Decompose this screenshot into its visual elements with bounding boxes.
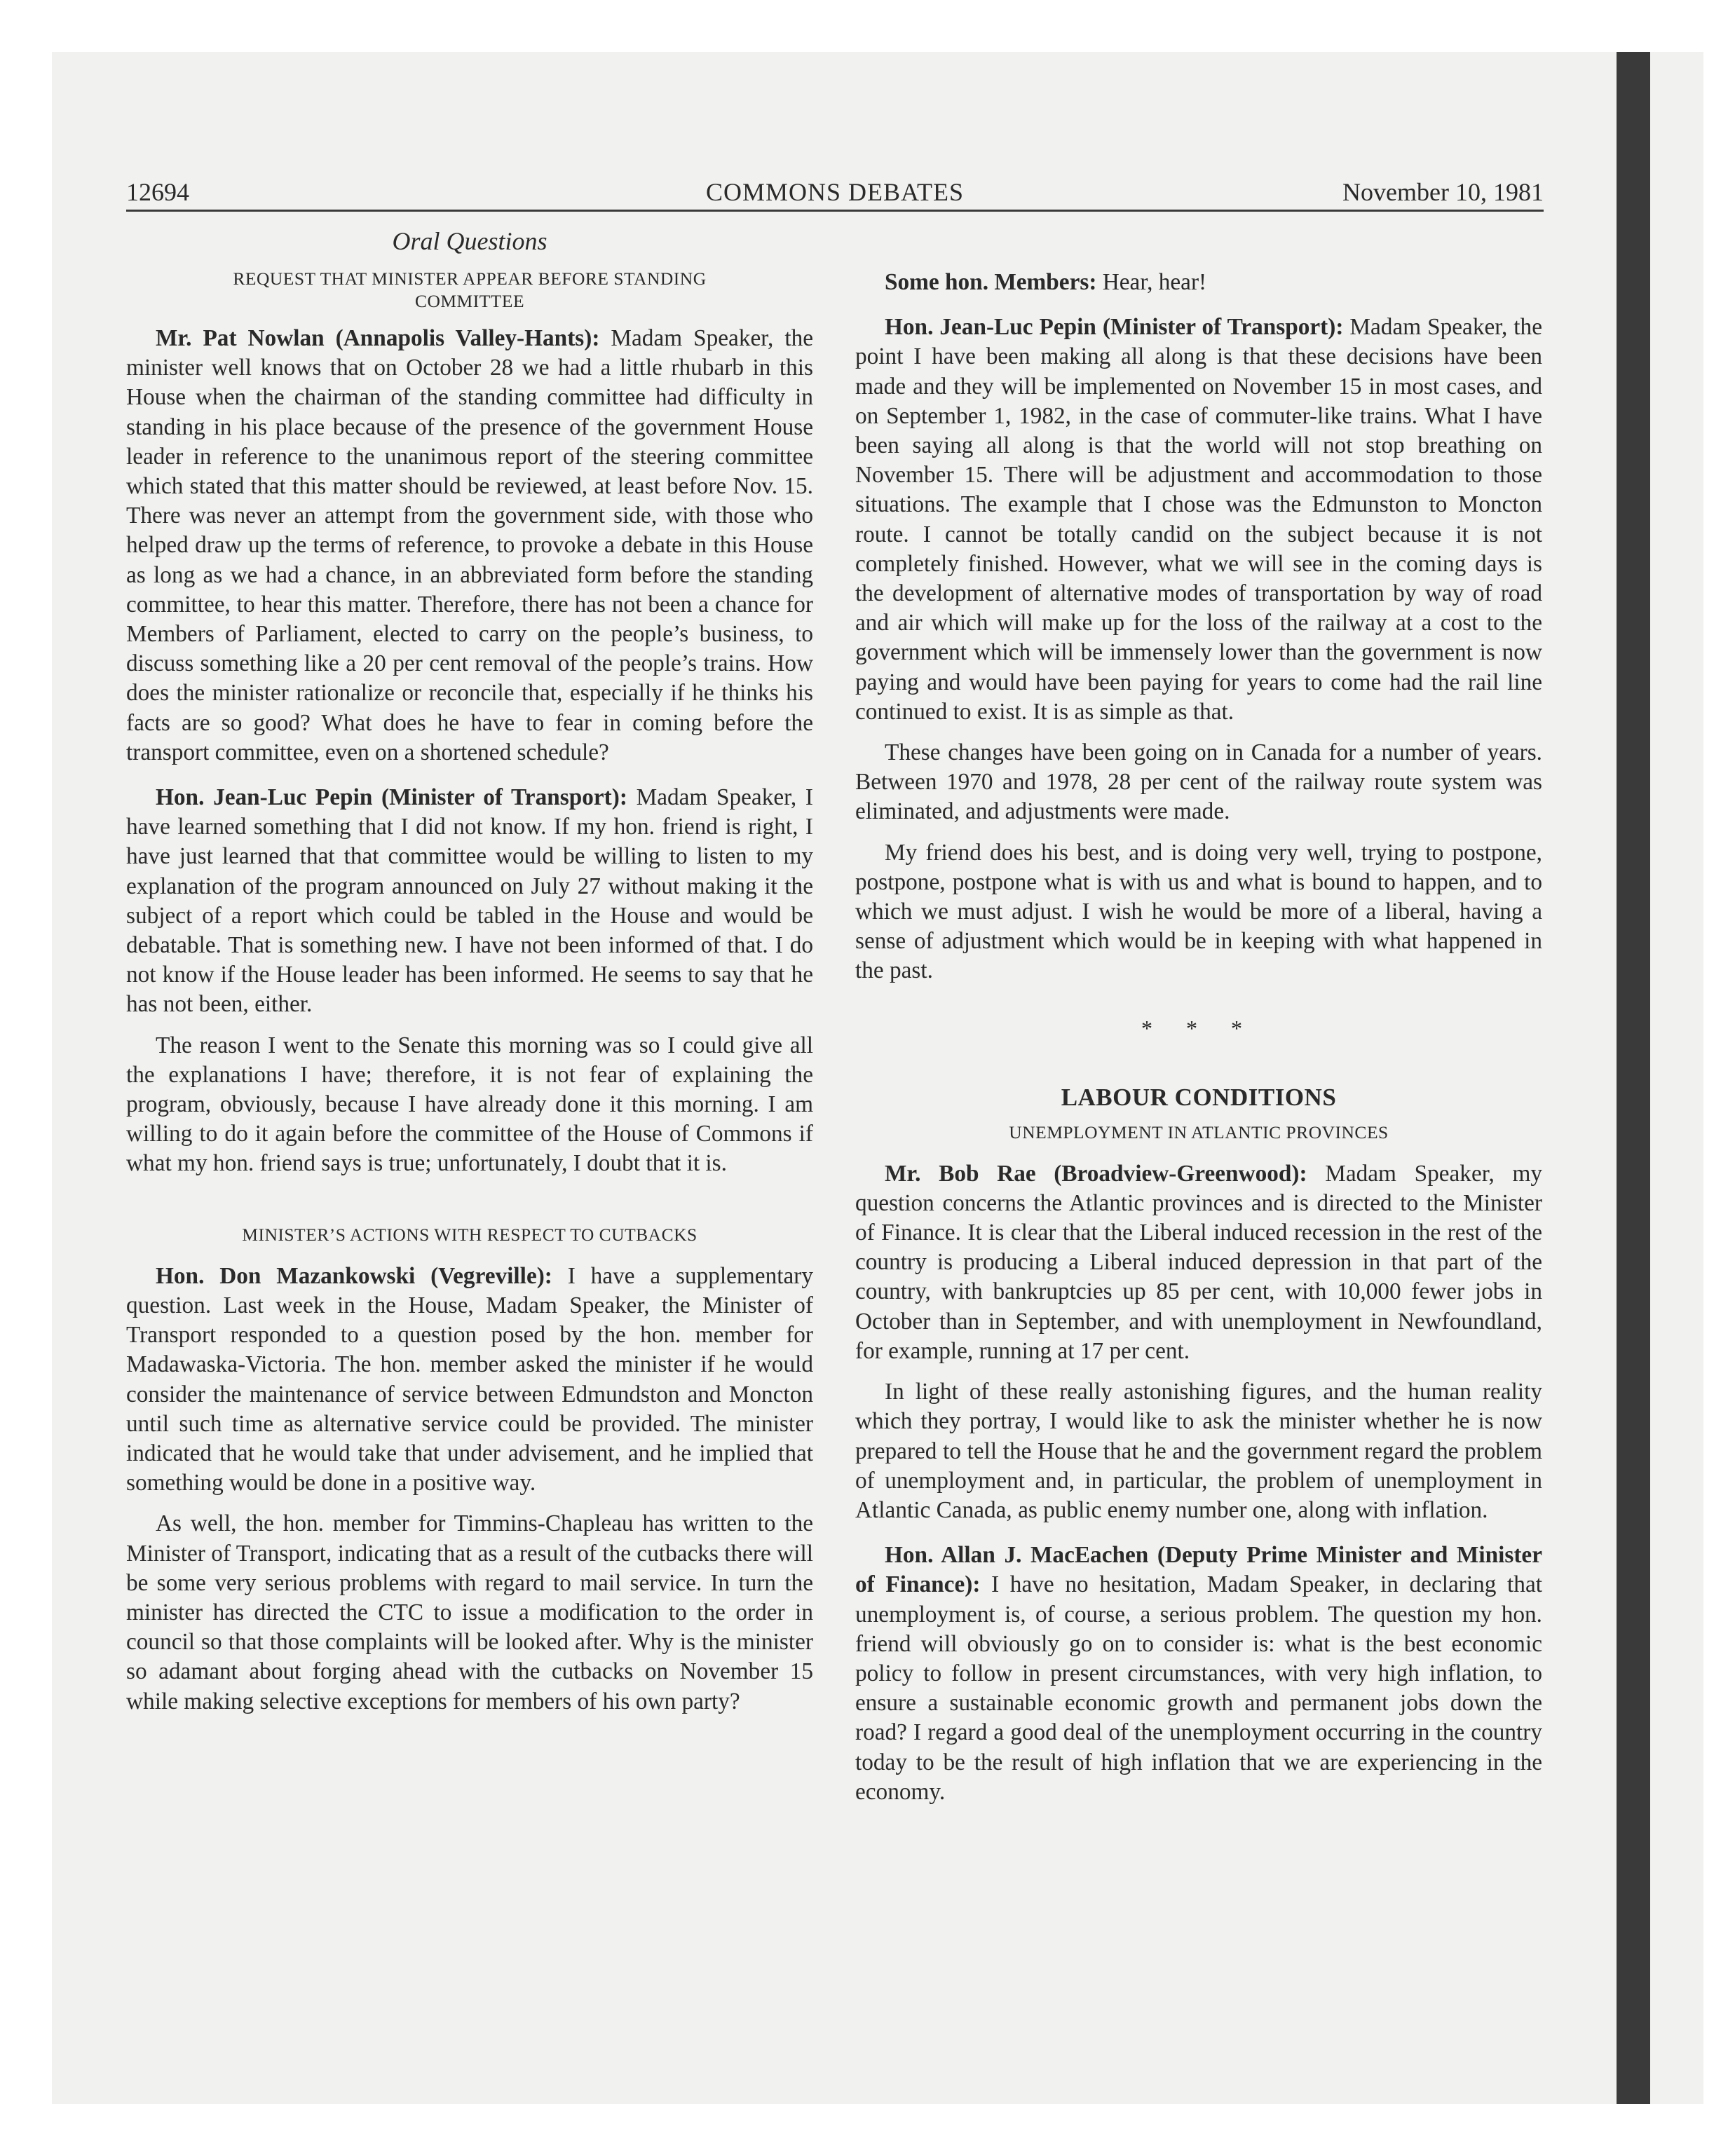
section-heading: LABOUR CONDITIONS [1061,1083,1337,1111]
section-separator: * * * [1141,1015,1256,1041]
paragraph [126,1262,813,1499]
paragraph-text: Madam Speaker, the point I have been making all along is that these decisions have been made and they will be implemented on November 15 in most cases, and on September 1, 1982, in the case of commuter-like trains. What I have been saying all along is that the world will not stop breathing on November 15. There will be adjustment and accommodation to those situations. The example that I chose was the Edmunston to Moncton route. I cannot be totally candid on the subject because it is not completely finished. However, what we will see in the coming days is the development of alternative modes of transportation by way of road and air which will make up for the loss of the railway at a cost to the government which will be immensely lower than the government is now paying and would have been paying for years to come had the rail line continued to exist. It is as simple as that. [855,314,1542,725]
paragraph-text: I have no hesitation, Madam Speaker, in declaring that unemployment is, of course, a serious problem. The question my hon. friend will obviously go on to consider is: what is the best economic policy to follow in present circumstances, with very high inflation, to ensure a sustainable economic growth and permanent jobs down the road? I regard a good deal of the unemployment occurring in the country today to be the result of high inflation that we are experiencing in the economy. [855,1571,1542,1805]
speaker-name: Mr. Bob Rae (Broadview-Greenwood): [885,1160,1307,1187]
paragraph [855,1541,1542,1807]
page-number: 12694 [126,178,189,206]
speaker-name: Hon. Don Mazankowski (Vegreville): [156,1262,552,1289]
paragraph-text: Madam Speaker, I have learned something that I did not know. If my hon. friend is right, I have just learned that that committee would be willing to listen to my explanation of the program announced on July 27 without making it the subject of a report which could be tabled in the House and would be debatable. That is something new. I have not been informed of that. I do not know if the House leader has been informed. He seems to say that he has not been, either. [126,784,813,1018]
paragraph [855,313,1542,727]
scan-edge-shadow [1617,52,1650,2104]
paragraph-text: Hear, hear! [1096,269,1207,295]
paragraph-text: Madam Speaker, my question concerns the Atlantic provinces and is directed to the Minister of Finance. It is clear that the Liberal induced recession in the rest of the country is producing a Liberal induced depression in that part of the country, with bankruptcies up 85 per cent, with 10,000 fewer jobs in October than in September, and with unemployment in Newfoundland, for example, running at 17 per cent. [855,1160,1542,1364]
paragraph [126,324,813,767]
header-rule [126,210,1544,212]
speaker-name: Hon. Allan J. MacEachen (Deputy Prime Minister and Minister of Finance): [855,1542,1542,1598]
paragraph: These changes have been going on in Canada for a number of years. Between 1970 and 1978, 28 per cent of the railway route system was eliminated, and adjustments were made. [855,739,1542,825]
speaker-name: Some hon. Members: [885,269,1097,295]
paragraph: As well, the hon. member for Timmins-Chapleau has written to the Minister of Transport, indicating that as a result of the cutbacks there will be some very serious problems with regard to mail service. In turn the minister has directed the CTC to issue a modification to the order in council so that those complaints will be looked after. Why is the minister so adamant about forging ahead with the cutbacks on November 15 while making selective exceptions for members of his own party? [126,1510,813,1714]
speaker-name: Hon. Jean-Luc Pepin (Minister of Transport): [156,784,627,811]
section-label: Oral Questions [392,227,547,255]
page-header [126,175,1544,209]
paragraph-text: Madam Speaker, the minister well knows that on October 28 we had a little rhubarb in this House when the chairman of the standing committee had difficulty in standing in his place because of the presence of the government House leader in reference to the unanimous report of the steering committee which stated that this matter should be reviewed, at least before Nov. 15. There was never an attempt from the government side, with those who helped draw up the terms of reference, to provoke a debate in this House as long as we had a chance, in an abbreviated form before the standing committee, to hear this matter. Therefore, there has not been a chance for Members of Parliament, elected to carry on the people’s business, to discuss something like a 20 per cent removal of the people’s trains. How does the minister rationalize or reconcile that, especially if he thinks his facts are so good? What does he have to fear in coming before the transport committee, even on a shortened schedule? [126,325,814,765]
paragraph: In light of these really astonishing figures, and the human reality which they portray, I would like to ask the minister whether he is now prepared to tell the House that he and the government regard the problem of unemployment and, in particular, the problem of unemployment in Atlantic Canada, as public enemy number one, along with inflation. [855,1379,1542,1523]
paragraph [855,268,1542,297]
subheading: UNEMPLOYMENT IN ATLANTIC PROVINCES [1009,1121,1389,1142]
left-column [126,224,813,1717]
subheading: MINISTER’S ACTIONS WITH RESPECT TO CUTBACKS [242,1224,698,1245]
paragraph [126,783,813,1020]
paragraph: The reason I went to the Senate this morning was so I could give all the explanations I have; therefore, it is not fear of explaining the program, obviously, because I have already done it this morning. I am willing to do it again before the committee of the House of Commons if what my hon. friend says is true; unfortunately, I doubt that it is. [126,1032,813,1177]
paragraph-text: I have a supplementary question. Last week in the House, Madam Speaker, the Minister of Transport responded to a question posed by the hon. member for Madawaska-Victoria. The hon. member asked the minister if he would consider the maintenance of service between Edmundston and Moncton until such time as alternative service could be provided. The minister indicated that he would take that under advisement, and he implied that something would be done in a positive way. [126,1262,814,1496]
paragraph [855,1159,1542,1366]
speaker-name: Hon. Jean-Luc Pepin (Minister of Transport): [885,314,1344,341]
subheading: REQUEST THAT MINISTER APPEAR BEFORE STANDING COMMITTEE [233,268,707,311]
speaker-name: Mr. Pat Nowlan (Annapolis Valley-Hants): [156,325,600,351]
page-date: November 10, 1981 [1342,178,1544,206]
publication-title: COMMONS DEBATES [705,178,965,206]
paragraph: My friend does his best, and is doing very well, trying to postpone, postpone, postpone what is with us and what is bound to happen, and to which we must adjust. I wish he would be more of a liberal, having a sense of adjustment which would be in keeping with what happened in the past. [855,839,1542,984]
right-column [855,224,1542,1807]
